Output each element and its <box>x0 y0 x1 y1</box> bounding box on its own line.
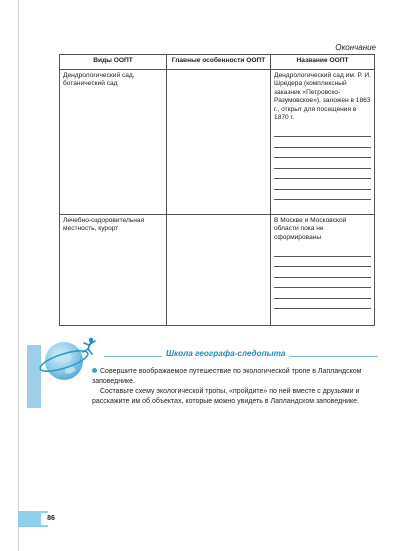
task-text: Совершите воображаемое путешествие по экологической тропе в Лапландском заповеднике. <box>92 368 362 385</box>
column-header-features: Главные особенности ООПТ <box>167 55 271 70</box>
cell-name <box>271 70 375 215</box>
column-header-name: Название ООПТ <box>271 55 375 70</box>
answer-lines[interactable] <box>274 127 371 201</box>
cell-type-text: Лечебно-оздоровительная местность, курорт <box>63 217 145 233</box>
page-number-box <box>18 511 66 527</box>
section-header <box>104 348 378 363</box>
bullet-icon <box>92 368 97 373</box>
cell-name <box>271 215 375 326</box>
answer-lines[interactable] <box>274 246 371 309</box>
section-title: Школа географа-следопыта <box>162 349 289 358</box>
continuation-label: Окончание <box>335 43 376 52</box>
page-number: 86 <box>41 513 61 525</box>
table-header-row <box>60 55 375 70</box>
oopt-table <box>59 54 375 326</box>
cell-type <box>60 215 167 326</box>
cell-name-text: В Москве и Московской области пока не сформированы <box>274 217 347 241</box>
cell-name-text: Дендрологический сад им. Р. И. Шредера (комплексный заказник «Петровско-Разумовское»), заложен в 1863 г., открыт для посещения в 1870 г. <box>274 72 371 122</box>
column-header-type: Виды ООПТ <box>60 55 167 70</box>
cell-type <box>60 70 167 215</box>
table-row <box>60 215 375 326</box>
cell-features[interactable] <box>167 70 271 215</box>
task-paragraph: Составьте схему экологической тропы, «пройдите» по ней вместе с друзьями и расскажите им об объектах, которые можно увидеть в Лапландском заповеднике. <box>92 387 360 405</box>
table-row <box>60 70 375 215</box>
cell-type-text: Дендрологический сад, ботанический сад <box>63 72 135 88</box>
cell-features[interactable] <box>167 215 271 326</box>
section-body <box>92 367 374 407</box>
task-paragraph <box>92 367 374 387</box>
